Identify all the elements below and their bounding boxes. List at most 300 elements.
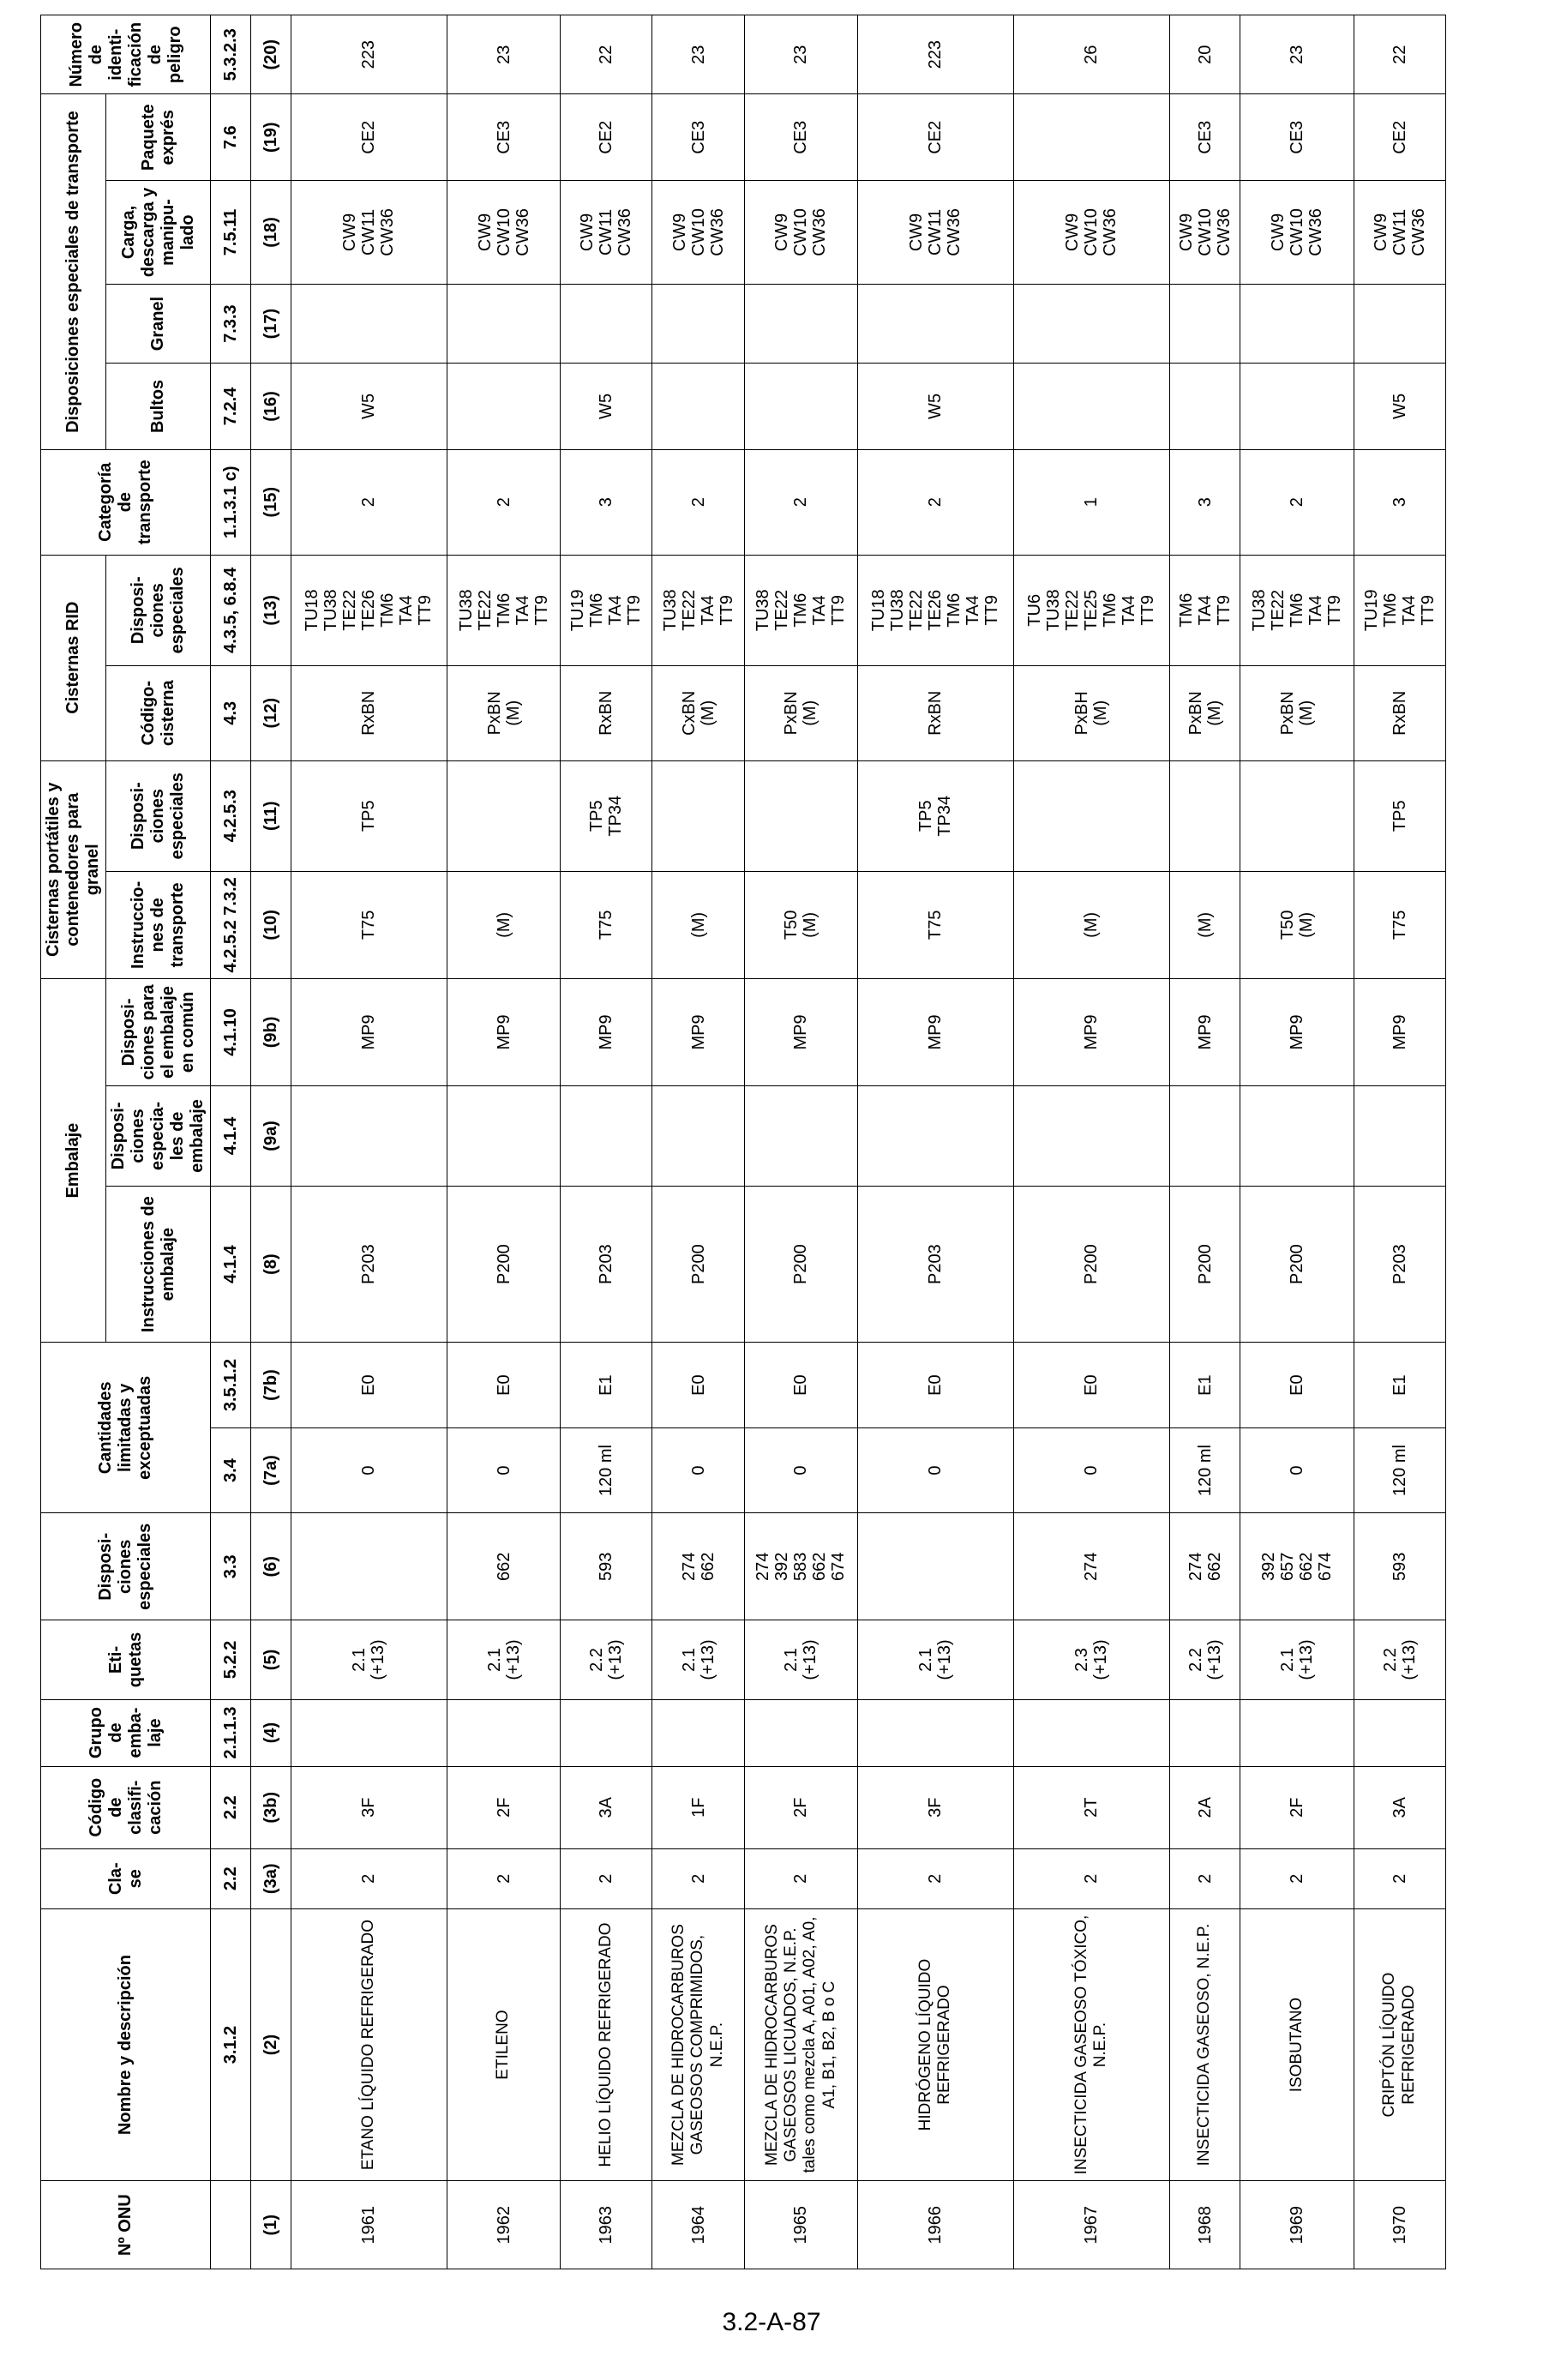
column-number: (12) xyxy=(251,665,291,760)
cell-cist-rid-disp-especiales: TU6 TU38 TE22 TE25 TM6 TA4 TT9 xyxy=(1013,555,1169,665)
cell-cist-rid-disp-especiales: TU38 TE22 TM6 TA4 TT9 xyxy=(1240,555,1354,665)
header-grupo-embalaje: Grupo de emba-laje xyxy=(41,1699,211,1766)
cell-nombre: CRIPTÓN LÍQUIDO REFRIGERADO xyxy=(1354,1908,1445,2181)
cell-granel xyxy=(744,284,857,363)
cell-cist-rid-disp-especiales: TU38 TE22 TM6 TA4 TT9 xyxy=(744,555,857,665)
cell-instrucciones-transporte: (M) xyxy=(1013,871,1169,978)
section-ref: 4.3 xyxy=(211,665,251,760)
cell-codigo-cisterna: PxBN (M) xyxy=(744,665,857,760)
cell-disp-especiales-embalaje xyxy=(1169,1085,1240,1186)
cell-cantidad-limitada: 0 xyxy=(447,1427,560,1512)
table-row xyxy=(1240,15,1354,2269)
cell-categoria-transporte: 3 xyxy=(1354,449,1445,555)
header-codigo-clasificacion: Código de clasifi-cación xyxy=(41,1766,211,1848)
section-reference-row xyxy=(211,15,251,2269)
cell-cist-rid-disp-especiales: TU18 TU38 TE22 TE26 TM6 TA4 TT9 xyxy=(858,555,1014,665)
cell-no-onu: 1963 xyxy=(561,2181,652,2269)
cell-clase: 2 xyxy=(652,1848,744,1908)
cell-disp-especiales-embalaje xyxy=(291,1085,447,1186)
section-ref: 3.4 xyxy=(211,1427,251,1512)
cell-disp-embalaje-comun: MP9 xyxy=(744,978,857,1085)
cell-cist-port-disp-especiales: TP5 xyxy=(291,760,447,871)
cell-granel xyxy=(1013,284,1169,363)
cell-numero-peligro: 223 xyxy=(858,15,1014,94)
cell-nombre: MEZCLA DE HIDROCARBUROS GASEOSOS LICUADOS, N.E.P. tales como mezcla A, A01, A02, A0, A1, B1, B2, B o C xyxy=(744,1908,857,2181)
page-number-footer: 3.2-A-87 xyxy=(722,2308,821,2336)
cell-codigo-cisterna: PxBN (M) xyxy=(447,665,560,760)
header-instrucciones-embalaje: Instrucciones de embalaje xyxy=(106,1186,211,1343)
cell-instrucciones-embalaje: P200 xyxy=(1169,1186,1240,1343)
header-categoria-transporte: Categoría de transporte xyxy=(41,449,211,555)
cell-carga-descarga: CW9 CW11 CW36 xyxy=(291,180,447,284)
cell-nombre: ETANO LÍQUIDO REFRIGERADO xyxy=(291,1908,447,2181)
cell-disp-embalaje-comun: MP9 xyxy=(1354,978,1445,1085)
cell-disposiciones-especiales: 392 657 662 674 xyxy=(1240,1513,1354,1620)
column-number: (10) xyxy=(251,871,291,978)
cell-granel xyxy=(1240,284,1354,363)
cell-categoria-transporte: 2 xyxy=(858,449,1014,555)
table-row xyxy=(561,15,652,2269)
cell-carga-descarga: CW9 CW10 CW36 xyxy=(447,180,560,284)
cell-numero-peligro: 23 xyxy=(1240,15,1354,94)
cell-disp-embalaje-comun: MP9 xyxy=(291,978,447,1085)
cell-instrucciones-embalaje: P200 xyxy=(652,1186,744,1343)
header-bultos: Bultos xyxy=(106,364,211,449)
cell-clase: 2 xyxy=(1240,1848,1354,1908)
cell-numero-peligro: 22 xyxy=(1354,15,1445,94)
section-ref: 7.2.4 xyxy=(211,364,251,449)
column-number: (13) xyxy=(251,555,291,665)
cell-disp-especiales-embalaje xyxy=(744,1085,857,1186)
cell-cantidad-exceptuada: E0 xyxy=(1013,1343,1169,1427)
cell-paquete-expres: CE3 xyxy=(652,94,744,180)
cell-disp-especiales-embalaje xyxy=(652,1085,744,1186)
cell-disposiciones-especiales: 274 662 xyxy=(652,1513,744,1620)
cell-grupo-embalaje xyxy=(1240,1699,1354,1766)
column-number: (4) xyxy=(251,1699,291,1766)
cell-cantidad-limitada: 120 ml xyxy=(1354,1427,1445,1512)
cell-categoria-transporte: 1 xyxy=(1013,449,1169,555)
column-number: (15) xyxy=(251,449,291,555)
section-ref: 3.1.2 xyxy=(211,1908,251,2181)
header-carga-descarga: Carga, descarga y manipu-lado xyxy=(106,180,211,284)
header-codigo-cisterna: Código-cisterna xyxy=(106,665,211,760)
section-ref: 7.3.3 xyxy=(211,284,251,363)
cell-cantidad-exceptuada: E0 xyxy=(1240,1343,1354,1427)
cell-carga-descarga: CW9 CW10 CW36 xyxy=(1013,180,1169,284)
cell-bultos: W5 xyxy=(561,364,652,449)
cell-cantidad-exceptuada: E0 xyxy=(744,1343,857,1427)
cell-grupo-embalaje xyxy=(1013,1699,1169,1766)
cell-categoria-transporte: 2 xyxy=(1240,449,1354,555)
cell-categoria-transporte: 2 xyxy=(291,449,447,555)
section-ref: 3.3 xyxy=(211,1513,251,1620)
column-number: (16) xyxy=(251,364,291,449)
header-cist-rid-disp-especiales: Disposi-ciones especiales xyxy=(106,555,211,665)
cell-cist-rid-disp-especiales: TM6 TA4 TT9 xyxy=(1169,555,1240,665)
column-number: (9a) xyxy=(251,1085,291,1186)
cell-grupo-embalaje xyxy=(447,1699,560,1766)
cell-carga-descarga: CW9 CW11 CW36 xyxy=(858,180,1014,284)
column-number: (3b) xyxy=(251,1766,291,1848)
header-cisternas-portatiles: Cisternas portátiles y contenedores para granel xyxy=(41,760,106,978)
column-number: (3a) xyxy=(251,1848,291,1908)
cell-disp-embalaje-comun: MP9 xyxy=(1240,978,1354,1085)
cell-carga-descarga: CW9 CW10 CW36 xyxy=(652,180,744,284)
cell-etiquetas: 2.3 (+13) xyxy=(1013,1620,1169,1699)
cell-no-onu: 1965 xyxy=(744,2181,857,2269)
cell-numero-peligro: 23 xyxy=(447,15,560,94)
cell-granel xyxy=(447,284,560,363)
header-disp-especiales-embalaje: Disposi-ciones especia-les de embalaje xyxy=(106,1085,211,1186)
cell-nombre: HELIO LÍQUIDO REFRIGERADO xyxy=(561,1908,652,2181)
cell-cist-rid-disp-especiales: TU18 TU38 TE22 TE26 TM6 TA4 TT9 xyxy=(291,555,447,665)
cell-cantidad-limitada: 0 xyxy=(291,1427,447,1512)
cell-disp-especiales-embalaje xyxy=(561,1085,652,1186)
cell-cist-rid-disp-especiales: TU38 TE22 TM6 TA4 TT9 xyxy=(447,555,560,665)
header-etiquetas: Eti-quetas xyxy=(41,1620,211,1699)
cell-cist-port-disp-especiales xyxy=(744,760,857,871)
cell-carga-descarga: CW9 CW10 CW36 xyxy=(1240,180,1354,284)
cell-grupo-embalaje xyxy=(1354,1699,1445,1766)
cell-codigo-clasificacion: 2F xyxy=(447,1766,560,1848)
cell-bultos xyxy=(447,364,560,449)
cell-granel xyxy=(561,284,652,363)
cell-disposiciones-especiales xyxy=(291,1513,447,1620)
cell-cist-rid-disp-especiales: TU19 TM6 TA4 TT9 xyxy=(561,555,652,665)
cell-paquete-expres: CE2 xyxy=(561,94,652,180)
cell-codigo-cisterna: RxBN xyxy=(561,665,652,760)
cell-grupo-embalaje xyxy=(561,1699,652,1766)
cell-instrucciones-embalaje: P203 xyxy=(291,1186,447,1343)
section-ref: 3.5.1.2 xyxy=(211,1343,251,1427)
cell-clase: 2 xyxy=(1169,1848,1240,1908)
cell-disp-embalaje-comun: MP9 xyxy=(1169,978,1240,1085)
cell-no-onu: 1969 xyxy=(1240,2181,1354,2269)
cell-disposiciones-especiales: 662 xyxy=(447,1513,560,1620)
cell-numero-peligro: 23 xyxy=(744,15,857,94)
cell-bultos xyxy=(744,364,857,449)
section-ref: 2.1.1.3 xyxy=(211,1699,251,1766)
header-embalaje: Embalaje xyxy=(41,978,106,1342)
table-row xyxy=(1013,15,1169,2269)
cell-clase: 2 xyxy=(744,1848,857,1908)
cell-disp-especiales-embalaje xyxy=(1013,1085,1169,1186)
cell-numero-peligro: 20 xyxy=(1169,15,1240,94)
cell-cantidad-limitada: 120 ml xyxy=(561,1427,652,1512)
cell-paquete-expres xyxy=(1013,94,1169,180)
header-no-onu: Nº ONU xyxy=(41,2181,211,2269)
cell-instrucciones-embalaje: P203 xyxy=(1354,1186,1445,1343)
cell-clase: 2 xyxy=(291,1848,447,1908)
cell-cist-port-disp-especiales xyxy=(1240,760,1354,871)
cell-clase: 2 xyxy=(1354,1848,1445,1908)
cell-clase: 2 xyxy=(858,1848,1014,1908)
cell-codigo-cisterna: PxBN (M) xyxy=(1169,665,1240,760)
section-ref: 5.2.2 xyxy=(211,1620,251,1699)
table-row xyxy=(291,15,447,2269)
cell-paquete-expres: CE2 xyxy=(291,94,447,180)
section-ref: 4.1.4 xyxy=(211,1186,251,1343)
cell-grupo-embalaje xyxy=(652,1699,744,1766)
cell-paquete-expres: CE3 xyxy=(447,94,560,180)
cell-cist-port-disp-especiales xyxy=(1013,760,1169,871)
section-ref: 4.2.5.3 xyxy=(211,760,251,871)
cell-disposiciones-especiales: 274 662 xyxy=(1169,1513,1240,1620)
cell-grupo-embalaje xyxy=(291,1699,447,1766)
cell-no-onu: 1961 xyxy=(291,2181,447,2269)
cell-instrucciones-transporte: (M) xyxy=(447,871,560,978)
section-ref: 4.2.5.2 7.3.2 xyxy=(211,871,251,978)
cell-cist-rid-disp-especiales: TU19 TM6 TA4 TT9 xyxy=(1354,555,1445,665)
cell-instrucciones-transporte: T75 xyxy=(561,871,652,978)
table-row xyxy=(1169,15,1240,2269)
dangerous-goods-table xyxy=(40,15,1446,2269)
cell-bultos xyxy=(1169,364,1240,449)
cell-cantidad-limitada: 0 xyxy=(1240,1427,1354,1512)
section-ref xyxy=(211,2181,251,2269)
cell-nombre: ISOBUTANO xyxy=(1240,1908,1354,2181)
header-paquete-expres: Paquete exprés xyxy=(106,94,211,180)
cell-paquete-expres: CE2 xyxy=(1354,94,1445,180)
cell-cantidad-limitada: 0 xyxy=(744,1427,857,1512)
cell-etiquetas: 2.1 (+13) xyxy=(447,1620,560,1699)
cell-carga-descarga: CW9 CW11 CW36 xyxy=(1354,180,1445,284)
cell-clase: 2 xyxy=(1013,1848,1169,1908)
cell-codigo-clasificacion: 3F xyxy=(858,1766,1014,1848)
cell-cist-port-disp-especiales: TP5 TP34 xyxy=(858,760,1014,871)
table-row xyxy=(652,15,744,2269)
header-instrucciones-transporte: Instruccio-nes de transporte xyxy=(106,871,211,978)
cell-instrucciones-transporte: T50 (M) xyxy=(744,871,857,978)
cell-cantidad-exceptuada: E1 xyxy=(1354,1343,1445,1427)
column-number: (18) xyxy=(251,180,291,284)
column-number: (9b) xyxy=(251,978,291,1085)
cell-no-onu: 1968 xyxy=(1169,2181,1240,2269)
cell-etiquetas: 2.2 (+13) xyxy=(1169,1620,1240,1699)
cell-disposiciones-especiales: 274 xyxy=(1013,1513,1169,1620)
cell-instrucciones-embalaje: P203 xyxy=(561,1186,652,1343)
header-nombre: Nombre y descripción xyxy=(41,1908,211,2181)
cell-codigo-clasificacion: 3F xyxy=(291,1766,447,1848)
cell-clase: 2 xyxy=(447,1848,560,1908)
cell-codigo-cisterna: PxBH (M) xyxy=(1013,665,1169,760)
cell-etiquetas: 2.2 (+13) xyxy=(1354,1620,1445,1699)
cell-instrucciones-transporte: T50 (M) xyxy=(1240,871,1354,978)
cell-cantidad-exceptuada: E1 xyxy=(1169,1343,1240,1427)
column-number-row xyxy=(251,15,291,2269)
cell-codigo-cisterna: RxBN xyxy=(858,665,1014,760)
header-cisternas-rid: Cisternas RID xyxy=(41,555,106,760)
section-ref: 1.1.3.1 c) xyxy=(211,449,251,555)
section-ref: 7.5.11 xyxy=(211,180,251,284)
cell-codigo-clasificacion: 3A xyxy=(1354,1766,1445,1848)
cell-paquete-expres: CE3 xyxy=(1240,94,1354,180)
table-row xyxy=(1354,15,1445,2269)
cell-disp-embalaje-comun: MP9 xyxy=(858,978,1014,1085)
cell-categoria-transporte: 2 xyxy=(744,449,857,555)
cell-disp-especiales-embalaje xyxy=(447,1085,560,1186)
header-cist-port-disp-especiales: Disposi-ciones especiales xyxy=(106,760,211,871)
cell-no-onu: 1966 xyxy=(858,2181,1014,2269)
column-number: (1) xyxy=(251,2181,291,2269)
header-disp-embalaje-comun: Disposi-ciones para el embalaje en común xyxy=(106,978,211,1085)
cell-no-onu: 1964 xyxy=(652,2181,744,2269)
column-number: (17) xyxy=(251,284,291,363)
column-number: (2) xyxy=(251,1908,291,2181)
cell-carga-descarga: CW9 CW10 CW36 xyxy=(1169,180,1240,284)
section-ref: 5.3.2.3 xyxy=(211,15,251,94)
cell-nombre: ETILENO xyxy=(447,1908,560,2181)
column-number: (8) xyxy=(251,1186,291,1343)
cell-instrucciones-embalaje: P200 xyxy=(744,1186,857,1343)
cell-cist-port-disp-especiales xyxy=(447,760,560,871)
section-ref: 4.1.4 xyxy=(211,1085,251,1186)
cell-bultos: W5 xyxy=(291,364,447,449)
cell-categoria-transporte: 2 xyxy=(652,449,744,555)
cell-bultos xyxy=(652,364,744,449)
cell-granel xyxy=(1169,284,1240,363)
cell-instrucciones-embalaje: P200 xyxy=(1240,1186,1354,1343)
cell-cist-port-disp-especiales: TP5 xyxy=(1354,760,1445,871)
column-number: (5) xyxy=(251,1620,291,1699)
cell-cist-port-disp-especiales: TP5 TP34 xyxy=(561,760,652,871)
cell-disp-especiales-embalaje xyxy=(1354,1085,1445,1186)
cell-cantidad-limitada: 0 xyxy=(858,1427,1014,1512)
cell-codigo-clasificacion: 2F xyxy=(1240,1766,1354,1848)
column-number: (6) xyxy=(251,1513,291,1620)
section-ref: 4.3.5, 6.8.4 xyxy=(211,555,251,665)
cell-disposiciones-especiales: 274 392 583 662 674 xyxy=(744,1513,857,1620)
cell-cantidad-limitada: 0 xyxy=(1013,1427,1169,1512)
header-disp-especiales-transporte: Disposiciones especiales de transporte xyxy=(41,94,106,449)
cell-codigo-clasificacion: 2F xyxy=(744,1766,857,1848)
cell-etiquetas: 2.2 (+13) xyxy=(561,1620,652,1699)
cell-cist-port-disp-especiales xyxy=(652,760,744,871)
cell-codigo-cisterna: PxBN (M) xyxy=(1240,665,1354,760)
cell-disp-especiales-embalaje xyxy=(1240,1085,1354,1186)
cell-disp-embalaje-comun: MP9 xyxy=(652,978,744,1085)
cell-disp-especiales-embalaje xyxy=(858,1085,1014,1186)
cell-clase: 2 xyxy=(561,1848,652,1908)
section-ref: 4.1.10 xyxy=(211,978,251,1085)
cell-cantidad-limitada: 120 ml xyxy=(1169,1427,1240,1512)
cell-paquete-expres: CE3 xyxy=(1169,94,1240,180)
cell-etiquetas: 2.1 (+13) xyxy=(858,1620,1014,1699)
section-ref: 2.2 xyxy=(211,1848,251,1908)
column-number: (19) xyxy=(251,94,291,180)
header-granel: Granel xyxy=(106,284,211,363)
cell-no-onu: 1967 xyxy=(1013,2181,1169,2269)
cell-nombre: MEZCLA DE HIDROCARBUROS GASEOSOS COMPRIMIDOS, N.E.P. xyxy=(652,1908,744,2181)
cell-instrucciones-transporte: T75 xyxy=(858,871,1014,978)
cell-nombre: INSECTICIDA GASEOSO, N.E.P. xyxy=(1169,1908,1240,2181)
cell-categoria-transporte: 3 xyxy=(1169,449,1240,555)
cell-disposiciones-especiales xyxy=(858,1513,1014,1620)
cell-numero-peligro: 23 xyxy=(652,15,744,94)
cell-cist-rid-disp-especiales: TU38 TE22 TA4 TT9 xyxy=(652,555,744,665)
cell-bultos xyxy=(1013,364,1169,449)
cell-disposiciones-especiales: 593 xyxy=(1354,1513,1445,1620)
header-disposiciones-especiales: Disposi-ciones especiales xyxy=(41,1513,211,1620)
table-body xyxy=(291,15,1446,2269)
cell-categoria-transporte: 3 xyxy=(561,449,652,555)
cell-categoria-transporte: 2 xyxy=(447,449,560,555)
cell-bultos xyxy=(1240,364,1354,449)
cell-carga-descarga: CW9 CW11 CW36 xyxy=(561,180,652,284)
cell-instrucciones-transporte: (M) xyxy=(652,871,744,978)
cell-bultos: W5 xyxy=(1354,364,1445,449)
cell-etiquetas: 2.1 (+13) xyxy=(652,1620,744,1699)
cell-disp-embalaje-comun: MP9 xyxy=(1013,978,1169,1085)
column-number: (20) xyxy=(251,15,291,94)
cell-etiquetas: 2.1 (+13) xyxy=(744,1620,857,1699)
table-row xyxy=(744,15,857,2269)
header-cantidades-limitadas: Cantidades limitadas y exceptuadas xyxy=(41,1343,211,1513)
cell-codigo-clasificacion: 1F xyxy=(652,1766,744,1848)
cell-cantidad-exceptuada: E0 xyxy=(858,1343,1014,1427)
cell-cist-port-disp-especiales xyxy=(1169,760,1240,871)
section-ref: 7.6 xyxy=(211,94,251,180)
column-number: (11) xyxy=(251,760,291,871)
cell-granel xyxy=(1354,284,1445,363)
header-clase: Cla-se xyxy=(41,1848,211,1908)
cell-disp-embalaje-comun: MP9 xyxy=(561,978,652,1085)
column-number: (7a) xyxy=(251,1427,291,1512)
cell-carga-descarga: CW9 CW10 CW36 xyxy=(744,180,857,284)
column-number: (7b) xyxy=(251,1343,291,1427)
cell-instrucciones-transporte: (M) xyxy=(1169,871,1240,978)
cell-nombre: HIDRÓGENO LÍQUIDO REFRIGERADO xyxy=(858,1908,1014,2181)
table-row xyxy=(858,15,1014,2269)
cell-numero-peligro: 26 xyxy=(1013,15,1169,94)
cell-codigo-clasificacion: 3A xyxy=(561,1766,652,1848)
cell-codigo-cisterna: RxBN xyxy=(291,665,447,760)
cell-granel xyxy=(652,284,744,363)
cell-codigo-cisterna: RxBN xyxy=(1354,665,1445,760)
section-ref: 2.2 xyxy=(211,1766,251,1848)
cell-no-onu: 1962 xyxy=(447,2181,560,2269)
cell-cantidad-exceptuada: E0 xyxy=(652,1343,744,1427)
cell-codigo-clasificacion: 2A xyxy=(1169,1766,1240,1848)
cell-cantidad-limitada: 0 xyxy=(652,1427,744,1512)
cell-etiquetas: 2.1 (+13) xyxy=(291,1620,447,1699)
cell-instrucciones-embalaje: P200 xyxy=(1013,1186,1169,1343)
rotated-table-container xyxy=(40,15,1446,2269)
cell-instrucciones-embalaje: P203 xyxy=(858,1186,1014,1343)
cell-paquete-expres: CE3 xyxy=(744,94,857,180)
cell-codigo-clasificacion: 2T xyxy=(1013,1766,1169,1848)
cell-grupo-embalaje xyxy=(1169,1699,1240,1766)
cell-paquete-expres: CE2 xyxy=(858,94,1014,180)
cell-grupo-embalaje xyxy=(858,1699,1014,1766)
cell-numero-peligro: 223 xyxy=(291,15,447,94)
cell-etiquetas: 2.1 (+13) xyxy=(1240,1620,1354,1699)
cell-cantidad-exceptuada: E1 xyxy=(561,1343,652,1427)
cell-granel xyxy=(858,284,1014,363)
cell-numero-peligro: 22 xyxy=(561,15,652,94)
header-numero-peligro: Número de identi-ficación de peligro xyxy=(41,15,211,94)
table-row xyxy=(447,15,560,2269)
cell-bultos: W5 xyxy=(858,364,1014,449)
cell-codigo-cisterna: CxBN (M) xyxy=(652,665,744,760)
cell-instrucciones-transporte: T75 xyxy=(1354,871,1445,978)
cell-no-onu: 1970 xyxy=(1354,2181,1445,2269)
cell-disposiciones-especiales: 593 xyxy=(561,1513,652,1620)
cell-cantidad-exceptuada: E0 xyxy=(291,1343,447,1427)
cell-grupo-embalaje xyxy=(744,1699,857,1766)
cell-cantidad-exceptuada: E0 xyxy=(447,1343,560,1427)
